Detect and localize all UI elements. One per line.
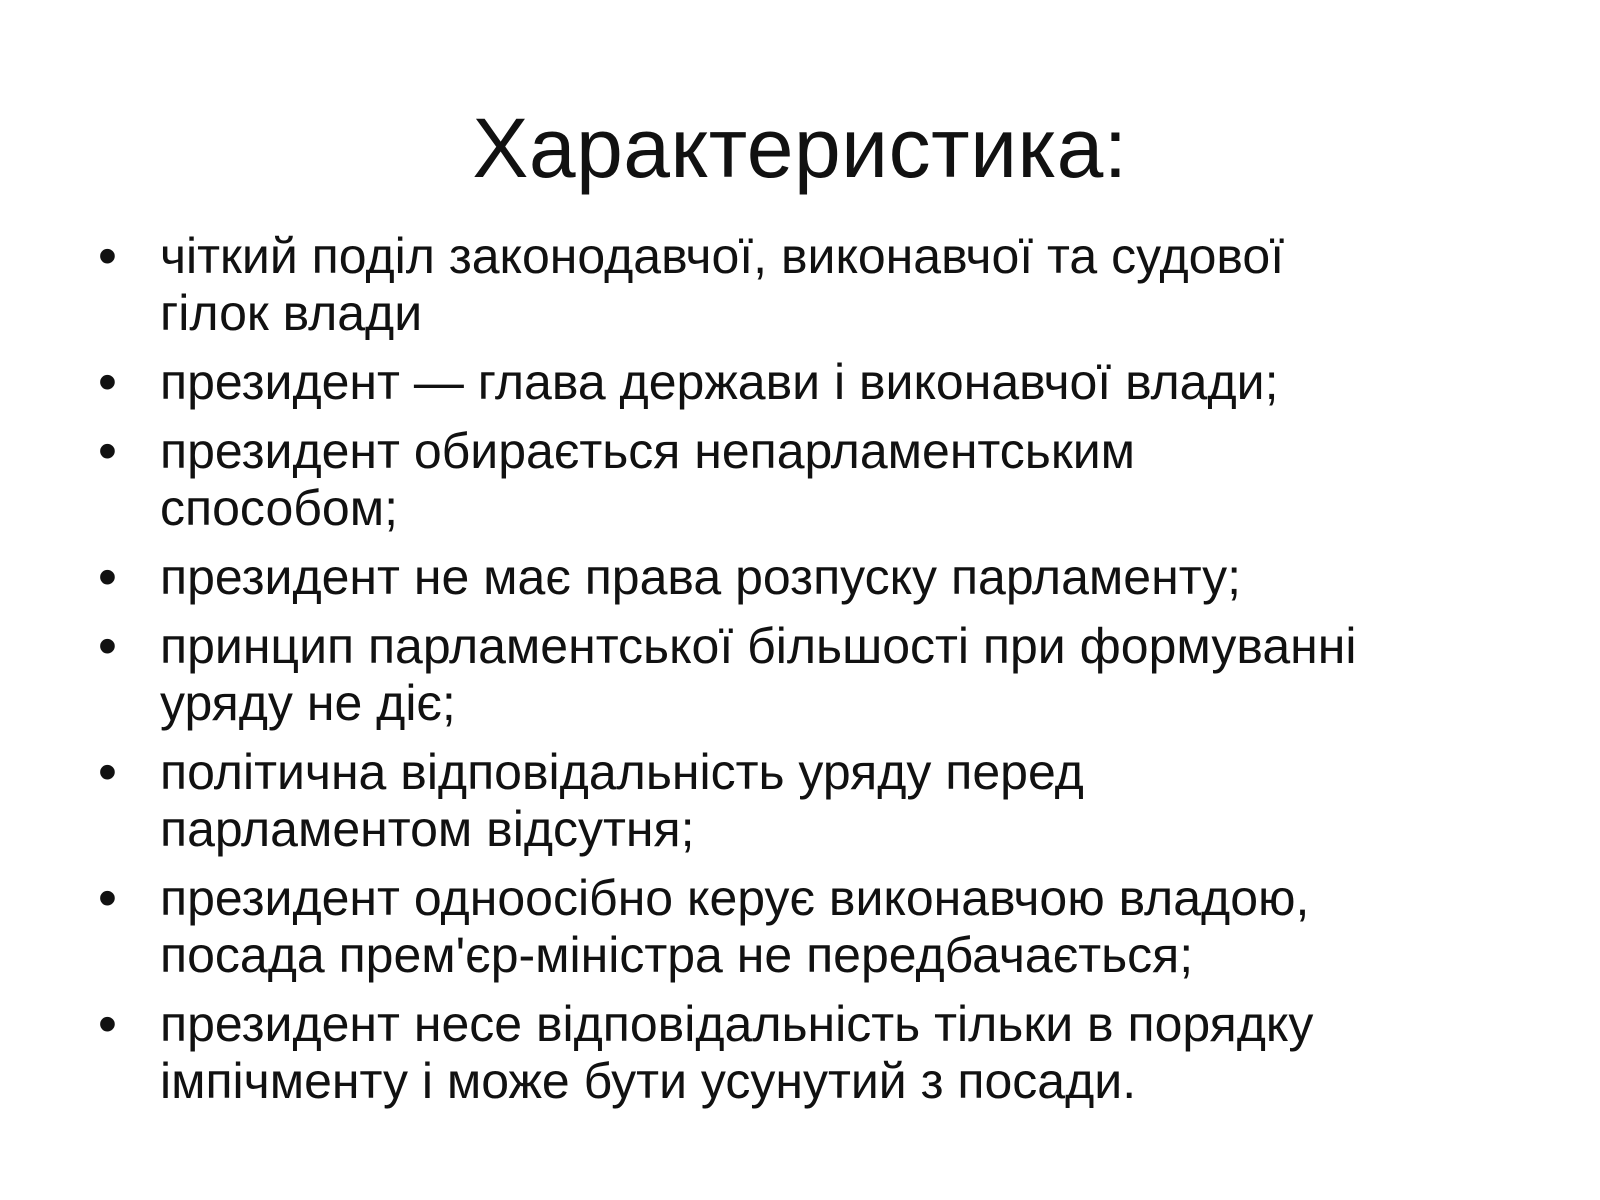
- bullet-item: [98, 996, 1518, 1110]
- bullet-text: президент — глава держави і виконавчої влади;: [160, 354, 1279, 410]
- bullet-icon: •: [98, 547, 117, 607]
- bullet-item: [98, 744, 1518, 858]
- bullet-icon: •: [98, 226, 117, 286]
- bullet-list: [98, 228, 1518, 1122]
- bullet-item: [98, 423, 1518, 537]
- bullet-icon: •: [98, 421, 117, 481]
- bullet-icon: •: [98, 616, 117, 676]
- bullet-item: [98, 228, 1518, 342]
- bullet-item: [98, 549, 1518, 606]
- bullet-text: президент одноосібно керує виконавчою владою, посада прем'єр-міністра не передбачається;: [160, 870, 1310, 983]
- bullet-icon: •: [98, 352, 117, 412]
- bullet-text: президент несе відповідальність тільки в порядку імпічменту і може бути усунутий з посади.: [160, 996, 1314, 1109]
- bullet-text: президент не має права розпуску парламенту;: [160, 549, 1242, 605]
- bullet-icon: •: [98, 994, 117, 1054]
- bullet-text: політична відповідальність уряду перед парламентом відсутня;: [160, 744, 1084, 857]
- bullet-item: [98, 354, 1518, 411]
- bullet-item: [98, 618, 1518, 732]
- slide-title: Характеристика:: [472, 101, 1128, 195]
- bullet-text: принцип парламентської більшості при формуванні уряду не діє;: [160, 618, 1357, 731]
- bullet-text: президент обирається непарламентським способом;: [160, 423, 1135, 536]
- bullet-icon: •: [98, 742, 117, 802]
- bullet-icon: •: [98, 868, 117, 928]
- bullet-item: [98, 870, 1518, 984]
- bullet-text: чіткий поділ законодавчої, виконавчої та судової гілок влади: [160, 228, 1285, 341]
